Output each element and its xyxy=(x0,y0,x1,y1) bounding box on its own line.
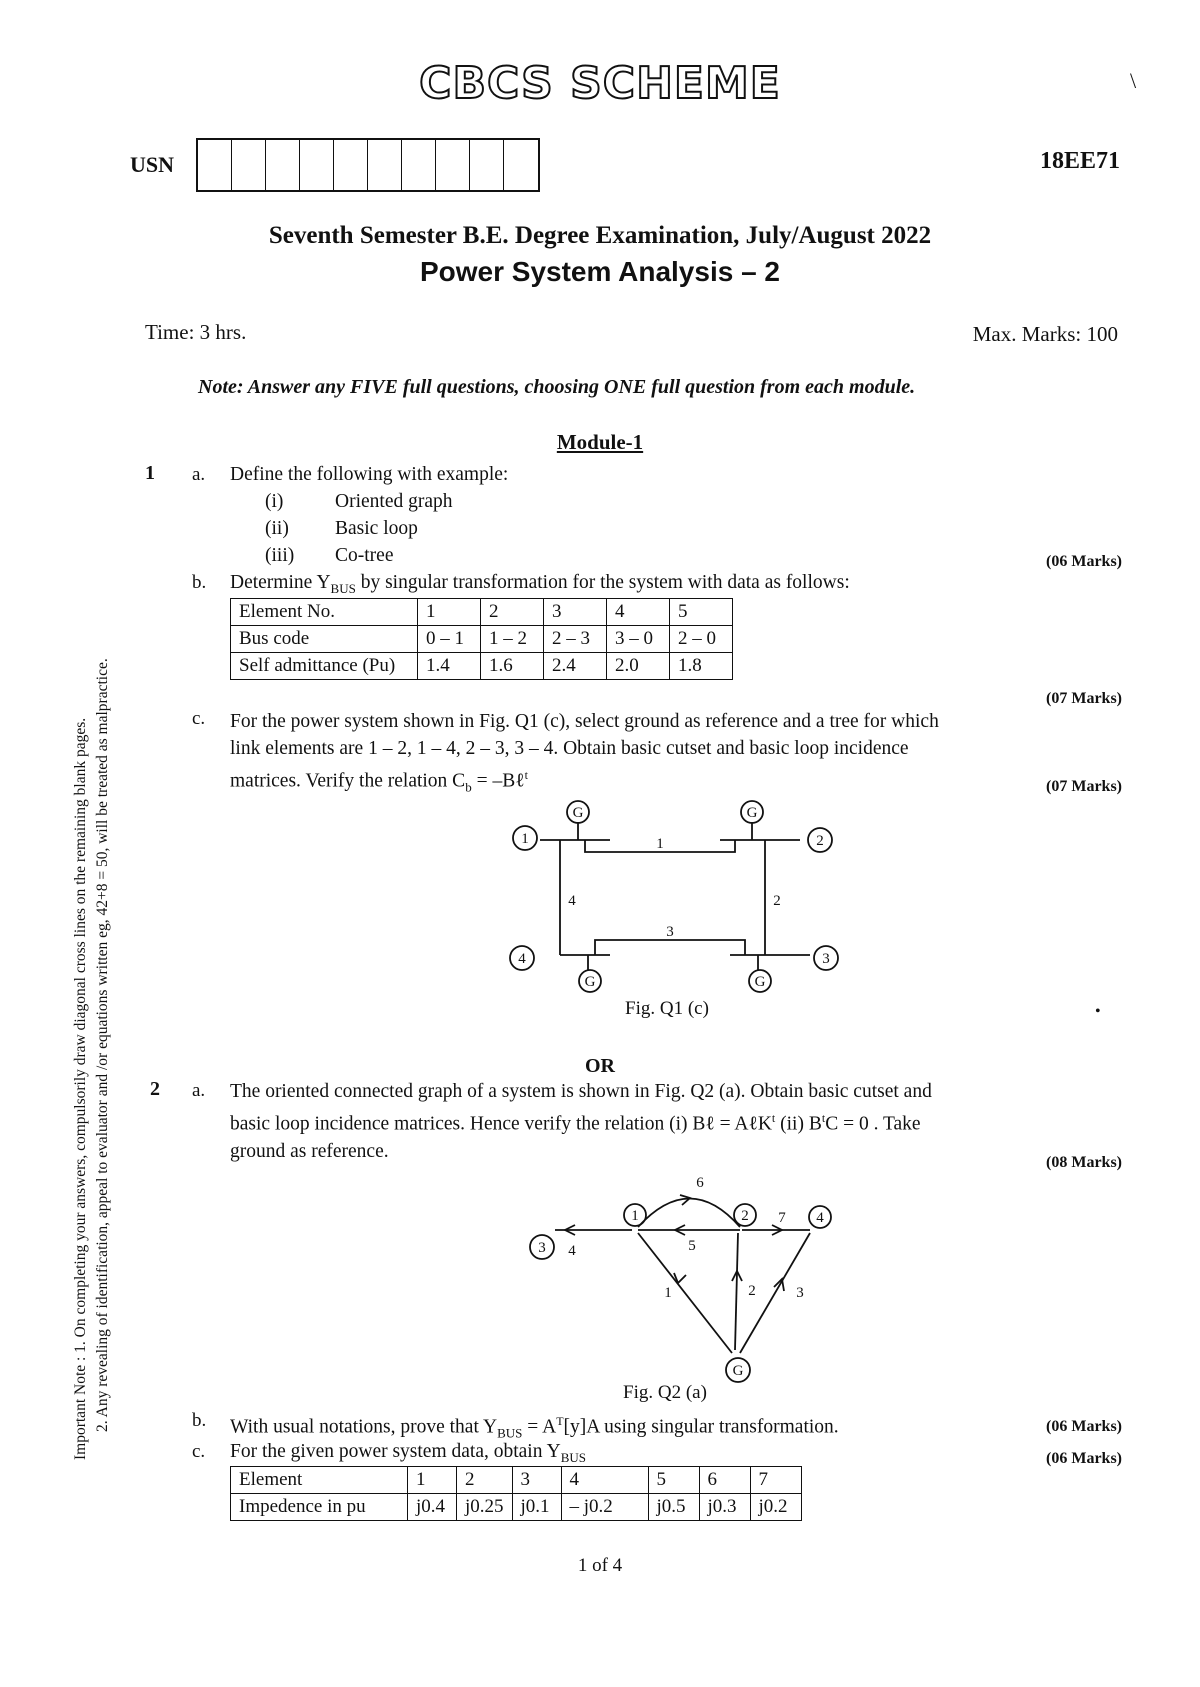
table-cell: 6 xyxy=(699,1467,750,1494)
table-cell: 5 xyxy=(670,599,733,626)
usn-box xyxy=(504,140,538,190)
q1a-item: (iii) xyxy=(265,545,295,566)
node-label: 3 xyxy=(822,951,830,967)
side-note-line2: 2. Any revealing of identification, appeal to evaluator and /or equations written eg, 42+8 = 50, will be treated as malpractice. xyxy=(94,658,111,1432)
marks-label: (08 Marks) xyxy=(1046,1154,1122,1171)
table-cell: j0.5 xyxy=(648,1494,699,1521)
edge-label: 3 xyxy=(796,1285,804,1301)
marks-label: (06 Marks) xyxy=(1046,553,1122,570)
usn-box xyxy=(266,140,300,190)
q1a-item: (ii) xyxy=(265,518,289,539)
element-1 xyxy=(638,1233,732,1353)
edge-label: 2 xyxy=(773,893,781,909)
figure-caption: Fig. Q2 (a) xyxy=(623,1382,707,1403)
table-row xyxy=(231,1494,802,1521)
figure-caption: Fig. Q1 (c) xyxy=(625,998,709,1019)
table-cell: 3 – 0 xyxy=(607,626,670,653)
node-label: 1 xyxy=(521,831,529,847)
table-cell: 4 xyxy=(607,599,670,626)
usn-box xyxy=(198,140,232,190)
question-number: 1 xyxy=(145,462,155,484)
paper-code: 18EE71 xyxy=(1039,148,1120,174)
max-marks: Max. Marks: 100 xyxy=(972,322,1118,346)
table-cell: 3 xyxy=(544,599,607,626)
at-superscript: T xyxy=(556,1414,564,1428)
sub-label: b. xyxy=(192,1410,207,1431)
table-cell: Self admittance (Pu) xyxy=(231,653,418,680)
usn-box xyxy=(300,140,334,190)
question-number: 2 xyxy=(150,1078,160,1100)
table-row xyxy=(231,1467,802,1494)
ground-label: G xyxy=(754,974,766,990)
table-cell: 2 xyxy=(481,599,544,626)
time-allowed: Time: 3 hrs. xyxy=(145,320,247,344)
table-cell: j0.1 xyxy=(512,1494,561,1521)
table-cell: 1 – 2 xyxy=(481,626,544,653)
node-label: G xyxy=(732,1363,744,1379)
table-cell: j0.25 xyxy=(457,1494,513,1521)
ybus-subscript: BUS xyxy=(560,1449,587,1465)
exam-title: Seventh Semester B.E. Degree Examination, July/August 2022 xyxy=(268,222,932,249)
edge-label: 1 xyxy=(656,836,664,852)
module-heading: Module-1 xyxy=(556,430,644,454)
kt-superscript: t xyxy=(771,1111,776,1125)
stray-mark: \ xyxy=(1130,68,1137,93)
q2a-line3: ground as reference. xyxy=(230,1140,389,1162)
table-cell: 0 – 1 xyxy=(418,626,481,653)
q1c-line1: For the power system shown in Fig. Q1 (c), select ground as reference and a tree for which xyxy=(230,711,939,732)
node-label: 1 xyxy=(631,1208,639,1224)
scheme-banner: CBCS SCHEME xyxy=(419,58,781,109)
item-num: (i) xyxy=(265,491,284,512)
figure-q2a xyxy=(520,1165,920,1390)
ybus-subscript: BUS xyxy=(330,580,356,596)
element-6 xyxy=(638,1199,740,1228)
table-cell: 2 – 3 xyxy=(544,626,607,653)
edge-label: 4 xyxy=(568,893,576,909)
edge-label: 6 xyxy=(696,1175,704,1191)
table-cell: j0.4 xyxy=(408,1494,457,1521)
usn-box xyxy=(470,140,504,190)
table-row xyxy=(231,599,733,626)
usn-box xyxy=(334,140,368,190)
table-cell: Bus code xyxy=(231,626,418,653)
ground-label: G xyxy=(584,974,596,990)
ground-label: G xyxy=(746,805,758,821)
q1b-data-table xyxy=(230,598,733,680)
q1b-text xyxy=(230,569,850,602)
sub-label: c. xyxy=(192,708,206,729)
q1a-item-text: Basic loop xyxy=(335,518,418,539)
node-label: 2 xyxy=(741,1208,749,1224)
ybus-subscript: BUS xyxy=(497,1425,523,1441)
q2a-line2-c: C = 0 . Take xyxy=(825,1113,921,1135)
q2c-text-a: For the given power system data, obtain Y xyxy=(230,1441,561,1462)
edge-label: 7 xyxy=(778,1210,786,1226)
q1b-text-b: by singular transformation for the system with data as follows: xyxy=(355,572,850,593)
q2a-line2-b: (ii) B xyxy=(775,1113,822,1135)
bt-superscript: t xyxy=(821,1111,826,1125)
marks-label: (06 Marks) xyxy=(1046,1418,1122,1435)
table-cell: 1 xyxy=(408,1467,457,1494)
table-row xyxy=(231,653,733,680)
table-cell: 1.4 xyxy=(418,653,481,680)
q1c-text xyxy=(230,708,1125,800)
node-label: 2 xyxy=(816,833,824,849)
table-cell: – j0.2 xyxy=(561,1494,648,1521)
cb-subscript: b xyxy=(465,779,472,795)
q2c-data-table xyxy=(230,1466,802,1521)
usn-boxes xyxy=(196,138,540,192)
table-cell: 2.4 xyxy=(544,653,607,680)
table-cell: Element No. xyxy=(231,599,418,626)
q2a-line1: The oriented connected graph of a system is shown in Fig. Q2 (a). Obtain basic cutset and xyxy=(230,1081,932,1102)
subject-title: Power System Analysis – 2 xyxy=(419,256,781,287)
table-row xyxy=(231,626,733,653)
element-2 xyxy=(735,1233,738,1350)
sub-label: b. xyxy=(192,572,207,593)
table-cell: 5 xyxy=(648,1467,699,1494)
table-cell: 7 xyxy=(750,1467,801,1494)
sub-label: a. xyxy=(192,1080,206,1101)
q2a-line2-a: basic loop incidence matrices. Hence verify the relation (i) Bℓ = AℓK xyxy=(230,1113,772,1135)
instructions-note: Note: Answer any FIVE full questions, choosing ONE full question from each module. xyxy=(198,376,916,398)
table-cell: 1 xyxy=(418,599,481,626)
marks-label: (06 Marks) xyxy=(1046,1450,1122,1467)
table-cell: 3 xyxy=(512,1467,561,1494)
q2b-text-c: [y]A using singular transformation. xyxy=(563,1416,839,1438)
bl-superscript: t xyxy=(524,768,528,782)
q1a-item xyxy=(265,488,283,515)
table-cell: j0.3 xyxy=(699,1494,750,1521)
edge-label: 3 xyxy=(666,924,674,940)
q2b-text-b: = A xyxy=(522,1416,557,1438)
edge-label: 1 xyxy=(664,1285,672,1301)
page-number: 1 of 4 xyxy=(577,1555,623,1576)
table-cell: Element xyxy=(231,1467,408,1494)
sub-label: a. xyxy=(192,464,206,485)
table-cell: 2.0 xyxy=(607,653,670,680)
q2a-text xyxy=(230,1078,1125,1165)
table-cell: 2 – 0 xyxy=(670,626,733,653)
q1a-item-text: Oriented graph xyxy=(335,491,453,512)
table-cell: 4 xyxy=(561,1467,648,1494)
usn-box xyxy=(232,140,266,190)
usn-box xyxy=(436,140,470,190)
usn-box xyxy=(368,140,402,190)
or-separator: OR xyxy=(585,1055,615,1077)
q2b-text-a: With usual notations, prove that Y xyxy=(230,1416,498,1438)
ground-label: G xyxy=(572,805,584,821)
stray-mark: • xyxy=(1095,1003,1101,1020)
edge-label: 4 xyxy=(568,1243,576,1259)
sub-label: c. xyxy=(192,1441,206,1462)
side-note-line1: Important Note : 1. On completing your answers, compulsorily draw diagonal cross lines on the remaining blank pages. xyxy=(72,717,89,1460)
q1a-text: Define the following with example: xyxy=(230,464,509,485)
q1c-line3 xyxy=(230,762,1125,800)
element-3 xyxy=(595,940,745,955)
node-label: 4 xyxy=(518,951,526,967)
q1c-line3-a: matrices. Verify the relation C xyxy=(230,770,466,792)
q1b-text-a: Determine Y xyxy=(230,572,331,593)
marks-label: (07 Marks) xyxy=(1046,690,1122,707)
q1c-line2: link elements are 1 – 2, 1 – 4, 2 – 3, 3 – 4. Obtain basic cutset and basic loop incidence xyxy=(230,738,909,759)
table-cell: 1.8 xyxy=(670,653,733,680)
usn-box xyxy=(402,140,436,190)
usn-label: USN xyxy=(130,152,175,177)
marks-label: (07 Marks) xyxy=(1046,778,1122,795)
figure-q1c xyxy=(500,800,860,1020)
node-label: 4 xyxy=(816,1210,824,1226)
table-cell: 2 xyxy=(457,1467,513,1494)
table-cell: 1.6 xyxy=(481,653,544,680)
edge-label: 2 xyxy=(748,1283,756,1299)
q1a-item-text: Co-tree xyxy=(335,545,394,566)
table-cell: Impedence in pu xyxy=(231,1494,408,1521)
node-label: 3 xyxy=(538,1240,546,1256)
q1c-line3-b: = –Bℓ xyxy=(471,770,525,792)
edge-label: 5 xyxy=(688,1238,696,1254)
table-cell: j0.2 xyxy=(750,1494,801,1521)
q2a-line2 xyxy=(230,1105,1125,1138)
